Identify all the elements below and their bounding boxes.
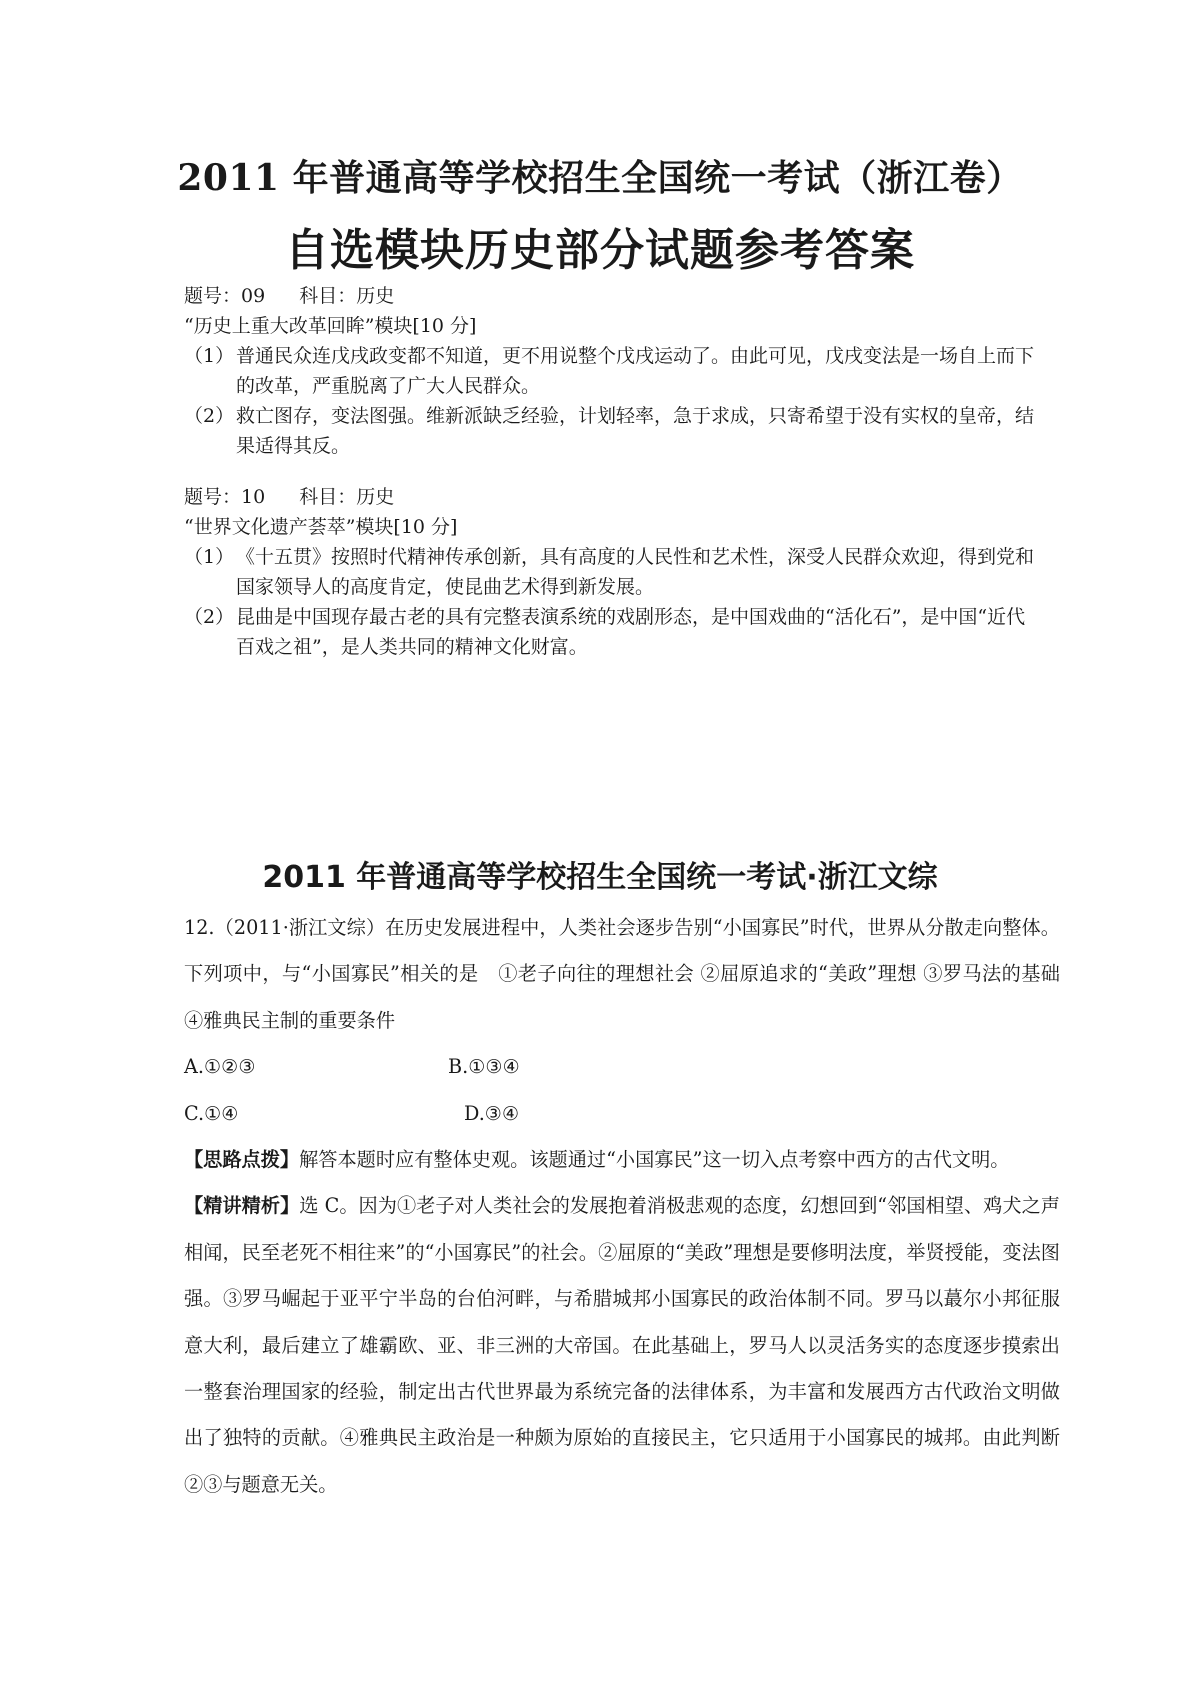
document-title-line2: 自选模块历史部分试题参考答案 — [285, 225, 915, 276]
question-subject: 科目：历史 — [299, 486, 395, 508]
analysis-label: 【精讲精析】 — [184, 1194, 300, 1218]
option-a: A.①②③ — [184, 1055, 256, 1079]
answer-number: （1） — [184, 345, 235, 367]
hint-paragraph — [184, 1137, 1060, 1183]
answer-text: 救亡图存，变法图强。维新派缺乏经验，计划轻率，急于求成，只寄希望于没有实权的皇帝，结果适得其反。 — [236, 405, 1035, 457]
question-12-block — [184, 905, 1060, 1508]
answer-item — [184, 542, 1044, 602]
question-10-block — [184, 482, 1044, 662]
options-row-2 — [184, 1091, 1060, 1137]
answer-number: （2） — [184, 405, 235, 427]
hint-label: 【思路点拨】 — [184, 1148, 300, 1172]
module-title: “世界文化遗产荟萃”模块[10 分] — [184, 516, 458, 538]
answer-item — [184, 602, 1044, 662]
answer-text: 昆曲是中国现存最古老的具有完整表演系统的戏剧形态，是中国戏曲的“活化石”，是中国“近代百戏之祖”，是人类共同的精神文化财富。 — [236, 606, 1026, 658]
section-title: 2011 年普通高等学校招生全国统一考试·浙江文综 — [262, 860, 938, 895]
answer-item — [184, 341, 1044, 401]
option-c: C.①④ — [184, 1101, 239, 1125]
question-09-header — [184, 281, 1044, 311]
analysis-text: 选 C。因为①老子对人类社会的发展抱着消极悲观的态度，幻想回到“邻国相望、鸡犬之声相闻，民至老死不相往来”的“小国寡民”的社会。②屈原的“美政”理想是要修明法度，举贤授能，变法图强。③罗马崛起于亚平宁半岛的台伯河畔，与希腊城邦小国寡民的政治体制不同。罗马以蕞尔小邦征服意大利，最后建立了雄霸欧、亚、非三洲的大帝国。在此基础上，罗马人以灵活务实的态度逐步摸索出一整套治理国家的经验，制定出古代世界最为系统完备的法律体系，为丰富和发展西方古代政治文明做出了独特的贡献。④雅典民主政治是一种颇为原始的直接民主，它只适用于小国寡民的城邦。由此判断②③与题意无关。 — [184, 1194, 1060, 1496]
answer-number: （1） — [184, 546, 235, 568]
module-title: “历史上重大改革回眸”模块[10 分] — [184, 315, 477, 337]
hint-text: 解答本题时应有整体史观。该题通过“小国寡民”这一切入点考察中西方的古代文明。 — [299, 1148, 1010, 1172]
analysis-paragraph — [184, 1183, 1060, 1508]
document-title-line1: 2011 年普通高等学校招生全国统一考试（浙江卷） — [177, 157, 1023, 199]
question-number: 题号：10 — [184, 486, 266, 508]
answer-item — [184, 401, 1044, 461]
question-number: 题号：09 — [184, 285, 266, 307]
question-subject: 科目：历史 — [299, 285, 395, 307]
question-10-header — [184, 482, 1044, 512]
options-row-1 — [184, 1044, 1060, 1090]
answer-text: 普通民众连戊戌政变都不知道，更不用说整个戊戌运动了。由此可见，戊戌变法是一场自上而下的改革，严重脱离了广大人民群众。 — [236, 345, 1035, 397]
question-09-block — [184, 281, 1044, 461]
option-b: B.①③④ — [448, 1055, 520, 1079]
answer-text: 《十五贯》按照时代精神传承创新，具有高度的人民性和艺术性，深受人民群众欢迎，得到党和国家领导人的高度肯定，使昆曲艺术得到新发展。 — [236, 546, 1035, 598]
answer-number: （2） — [184, 606, 235, 628]
question-stem: 12.（2011·浙江文综）在历史发展进程中，人类社会逐步告别“小国寡民”时代，世界从分散走向整体。下列项中，与“小国寡民”相关的是 ①老子向往的理想社会 ②屈原追求的“美政”理想 ③罗马法的基础 ④雅典民主制的重要条件 — [184, 916, 1060, 1032]
option-d: D.③④ — [464, 1101, 520, 1125]
